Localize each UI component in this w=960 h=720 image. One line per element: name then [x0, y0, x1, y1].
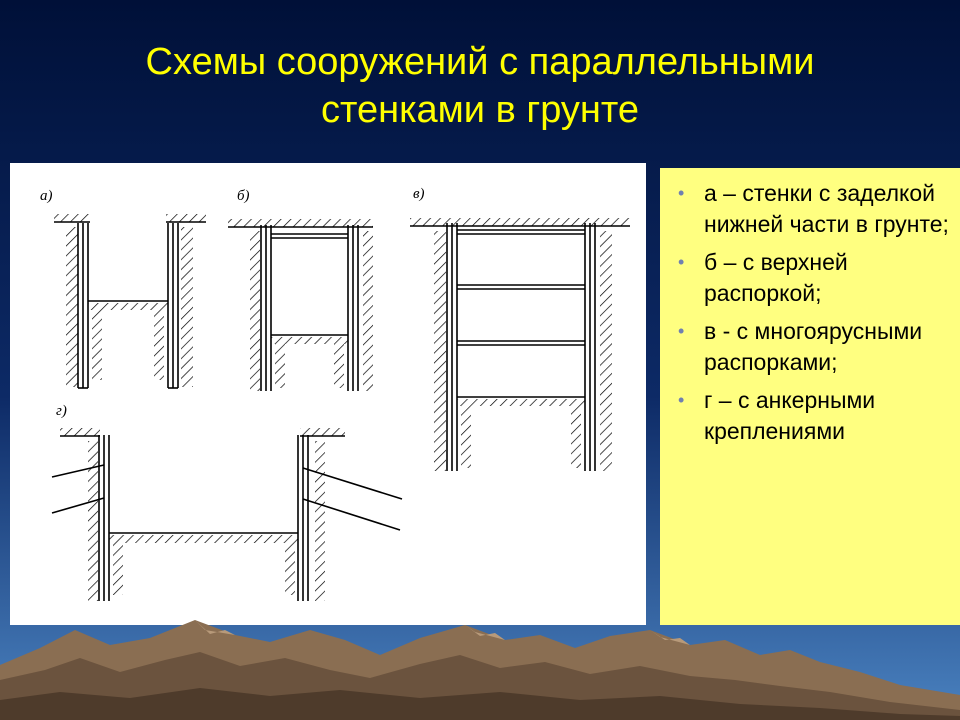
legend-text: в - с многоярусными распорками;: [704, 318, 923, 375]
label-g: г): [56, 403, 67, 419]
scheme-b: [228, 219, 373, 391]
mountains-decoration: [0, 600, 960, 720]
bullet-icon: •: [678, 183, 685, 203]
legend-panel: [660, 168, 960, 625]
legend-item-v: [678, 316, 950, 378]
legend-item-b: [678, 247, 950, 309]
legend-list: [660, 168, 960, 447]
bullet-icon: •: [678, 252, 685, 272]
bullet-icon: •: [678, 390, 685, 410]
label-v: в): [413, 186, 425, 202]
legend-text: г – с анкерными креплениями: [704, 387, 876, 444]
diagram-drawing: [10, 163, 646, 625]
scheme-g: [52, 428, 402, 601]
title-line-2: стенками в грунте: [320, 89, 639, 131]
label-a: а): [40, 188, 53, 204]
title-line-1: Схемы сооружений с параллельными: [145, 41, 815, 83]
slide-title: [0, 38, 960, 134]
legend-item-a: [678, 178, 950, 240]
scheme-v: [410, 218, 630, 471]
bullet-icon: •: [678, 321, 685, 341]
label-b: б): [237, 188, 250, 204]
retaining-walls-diagram: [10, 163, 646, 625]
scheme-a: [54, 214, 206, 388]
legend-text: б – с верхней распоркой;: [704, 249, 848, 306]
legend-item-g: [678, 385, 950, 447]
legend-text: а – стенки с заделкой нижней части в грунте;: [704, 180, 949, 237]
